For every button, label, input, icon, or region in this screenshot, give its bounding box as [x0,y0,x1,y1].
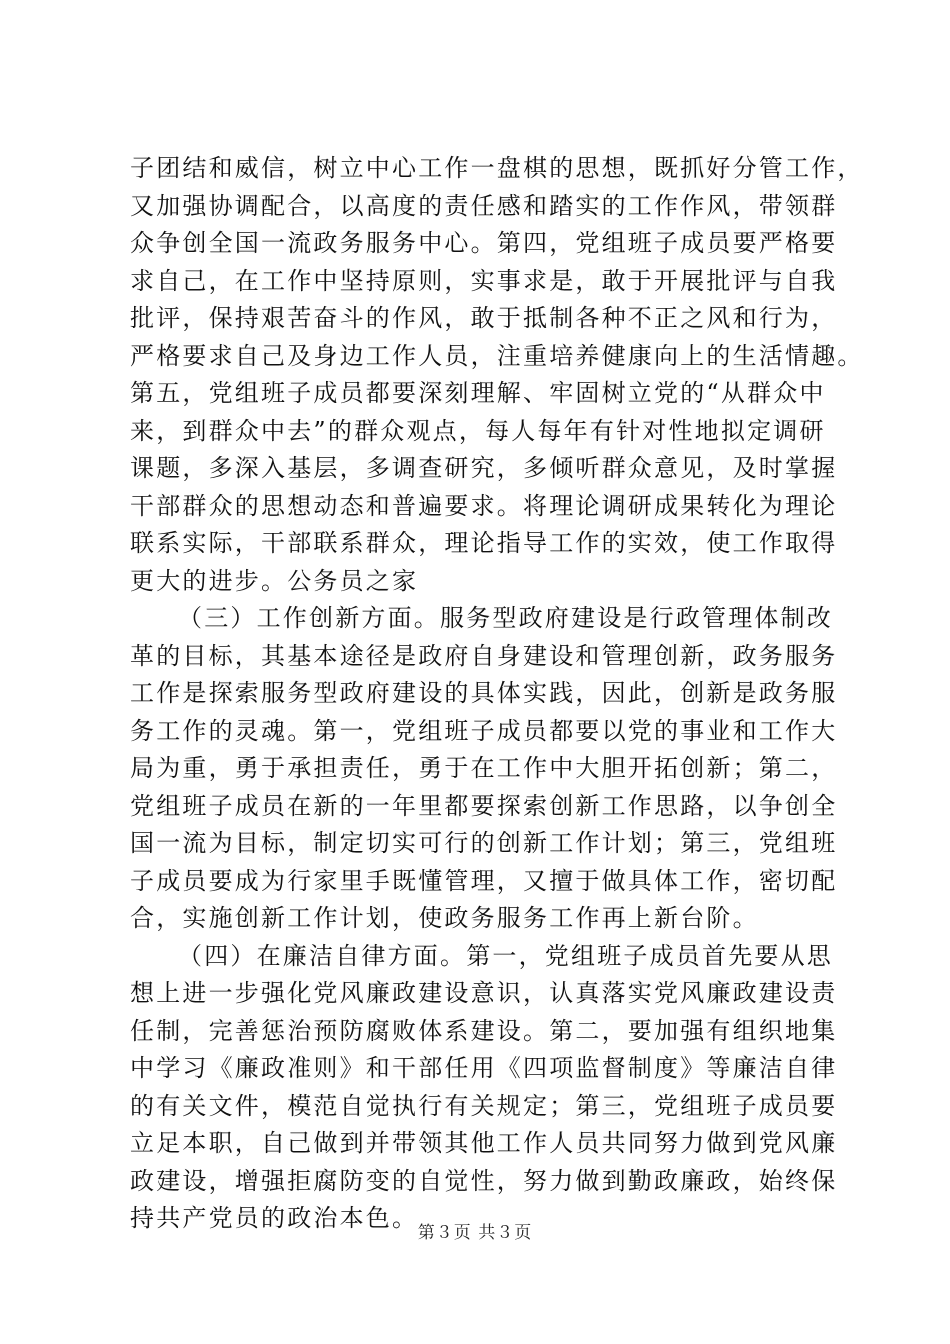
text-line: 子成员要成为行家里手既懂管理，又擅于做具体工作，密切配 [130,866,838,895]
text-line: 工作是探索服务型政府建设的具体实践，因此，创新是政务服 [130,679,838,707]
text-line: 又加强协调配合，以高度的责任感和踏实的工作作风，带领群 [130,191,838,220]
text-line: 批评，保持艰苦奋斗的作风，敢于抵制各种不正之风和行为， [130,304,838,332]
text-line: 课题，多深入基层，多调查研究，多倾听群众意见，及时掌握 [130,454,838,482]
text-line: 更大的进步。公务员之家 [130,566,419,595]
text-line: 来，到群众中去”的群众观点，每人每年有针对性地拟定调研 [130,416,826,445]
text-line: 持共产党员的政治本色。 [130,1204,419,1232]
text-line: 局为重，勇于承担责任，勇于在工作中大胆开拓创新；第二， [130,754,838,782]
text-line: 立足本职，自己做到并带领其他工作人员共同努力做到党风廉 [130,1129,838,1157]
text-line: 严格要求自己及身边工作人员，注重培养健康向上的生活情趣。 [130,341,864,370]
text-line: 想上进一步强化党风廉政建设意识，认真落实党风廉政建设责 [130,979,838,1007]
text-line: 国一流为目标，制定切实可行的创新工作计划；第三，党组班 [130,829,838,857]
text-line: 联系实际，干部联系群众，理论指导工作的实效，使工作取得 [130,529,838,557]
text-line: 政建设，增强拒腐防变的自觉性，努力做到勤政廉政，始终保 [130,1166,838,1195]
text-line: 第五，党组班子成员都要深刻理解、牢固树立党的“从群众中 [130,379,826,407]
text-line: 务工作的灵魂。第一，党组班子成员都要以党的事业和工作大 [130,716,838,745]
text-line: 的有关文件，模范自觉执行有关规定；第三，党组班子成员要 [130,1091,838,1120]
page-footer: 第３页 共３页 [417,1223,533,1243]
text-line: 党组班子成员在新的一年里都要探索创新工作思路，以争创全 [130,791,838,820]
text-line: 子团结和威信，树立中心工作一盘棋的思想，既抓好分管工作， [130,154,864,182]
text-line: 任制，完善惩治预防腐败体系建设。第二，要加强有组织地集 [130,1016,838,1045]
text-line: 中学习《廉政准则》和干部任用《四项监督制度》等廉洁自律 [130,1054,838,1082]
text-line: 求自己，在工作中坚持原则，实事求是，敢于开展批评与自我 [130,266,838,295]
paragraph-start-line: （四）在廉洁自律方面。第一，党组班子成员首先要从思 [178,941,833,970]
document-body [130,150,864,1238]
text-line: 革的目标，其基本途径是政府自身建设和管理创新，政务服务 [130,641,838,670]
paragraph-start-line: （三）工作创新方面。服务型政府建设是行政管理体制改 [178,604,833,632]
text-line: 干部群众的思想动态和普遍要求。将理论调研成果转化为理论 [130,491,838,520]
text-line: 众争创全国一流政务服务中心。第四，党组班子成员要严格要 [130,229,838,257]
text-line: 合，实施创新工作计划，使政务服务工作再上新台阶。 [130,904,759,932]
